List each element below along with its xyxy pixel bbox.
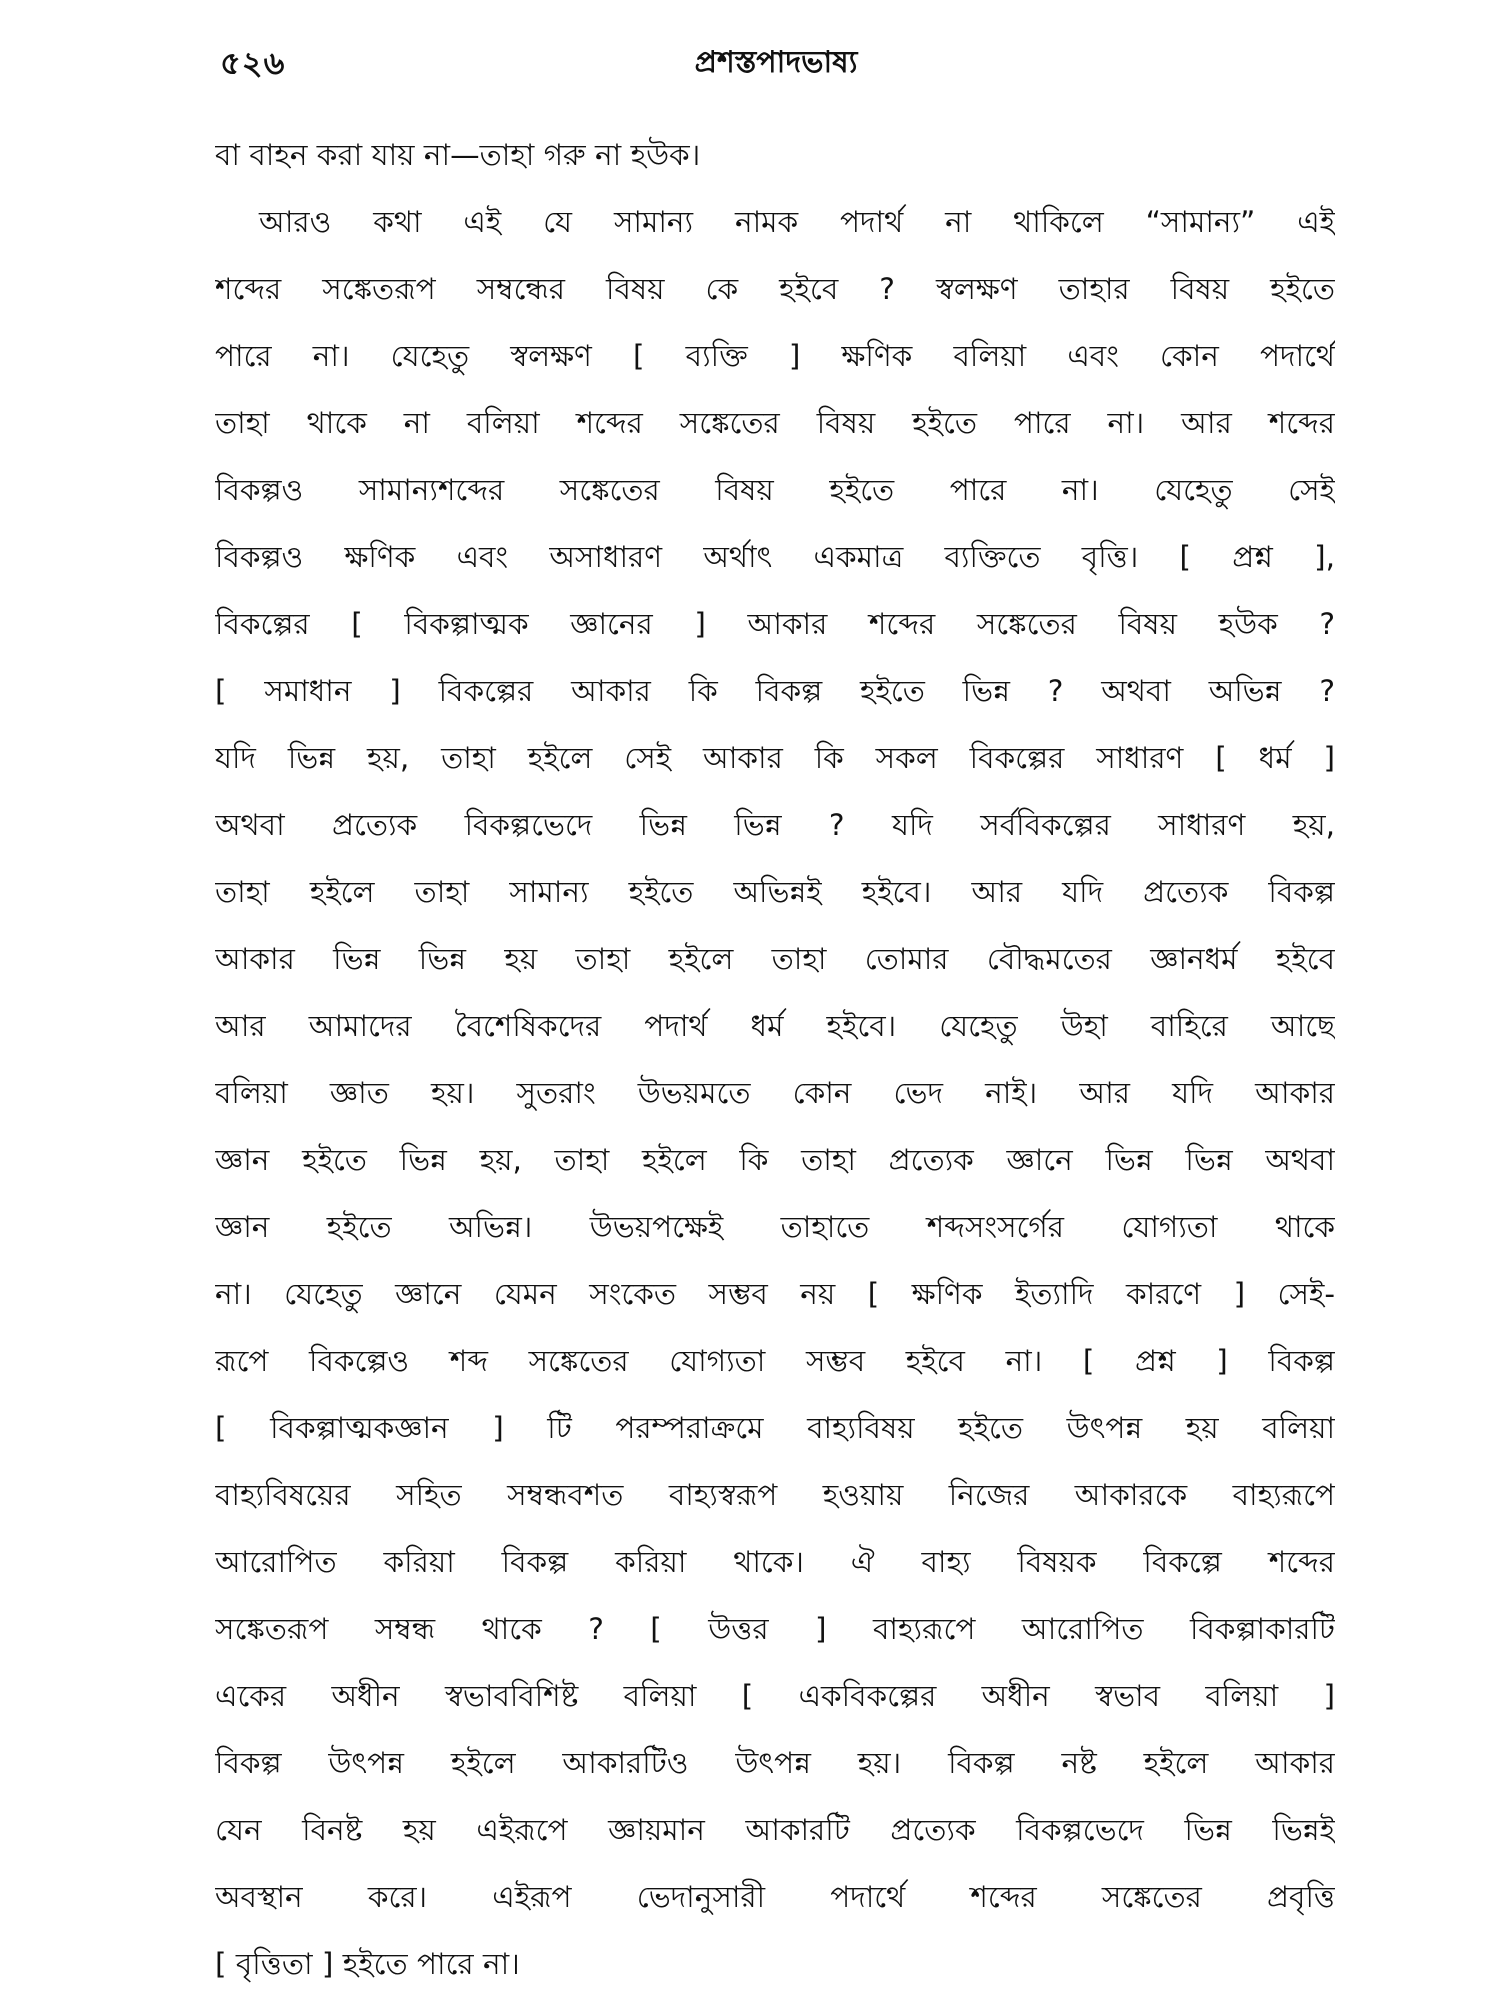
text-line: তাহা থাকে না বলিয়া শব্দের সঙ্কেতের বিষয় হইতে পারে না। আর শব্দের <box>215 406 1335 440</box>
page-number: ৫২৬ <box>220 44 286 82</box>
text-line: যেন বিনষ্ট হয় এইরূপে জ্ঞায়মান আকারটি প্রত্যেক বিকল্পভেদে ভিন্ন ভিন্নই <box>215 1813 1335 1847</box>
text-line: [ বিকল্পাত্মকজ্ঞান ] টি পরম্পরাক্রমে বাহ্যবিষয় হইতে উৎপন্ন হয় বলিয়া <box>215 1411 1335 1445</box>
text-line: আরও কথা এই যে সামান্য নামক পদার্থ না থাকিলে “সামান্য” এই <box>259 205 1335 239</box>
text-line: বাহ্যবিষয়ের সহিত সম্বন্ধবশত বাহ্যস্বরূপ হওয়ায় নিজের আকারকে বাহ্যরূপে <box>215 1478 1335 1512</box>
text-line: তাহা হইলে তাহা সামান্য হইতে অভিন্নই হইবে। আর যদি প্রত্যেক বিকল্প <box>215 875 1335 909</box>
page-header <box>220 38 1332 88</box>
text-line: যদি ভিন্ন হয়, তাহা হইলে সেই আকার কি সকল বিকল্পের সাধারণ [ ধর্ম ] <box>215 741 1335 775</box>
text-line: বা বাহন করা যায় না—তাহা গরু না হউক। <box>215 138 701 172</box>
text-line: বিকল্পের [ বিকল্পাত্মক জ্ঞানের ] আকার শব্দের সঙ্কেতের বিষয় হউক ? <box>215 607 1335 641</box>
text-line: জ্ঞান হইতে ভিন্ন হয়, তাহা হইলে কি তাহা প্রত্যেক জ্ঞানে ভিন্ন ভিন্ন অথবা <box>215 1143 1335 1177</box>
text-line: রূপে বিকল্পেও শব্দ সঙ্কেতের যোগ্যতা সম্ভব হইবে না। [ প্রশ্ন ] বিকল্প <box>215 1344 1335 1378</box>
text-line: শব্দের সঙ্কেতরূপ সম্বন্ধের বিষয় কে হইবে ? স্বলক্ষণ তাহার বিষয় হইতে <box>215 272 1335 306</box>
text-line: একের অধীন স্বভাববিশিষ্ট বলিয়া [ একবিকল্পের অধীন স্বভাব বলিয়া ] <box>215 1679 1335 1713</box>
text-line: না। যেহেতু জ্ঞানে যেমন সংকেত সম্ভব নয় [ ক্ষণিক ইত্যাদি কারণে ] সেই- <box>215 1277 1335 1311</box>
text-line: বলিয়া জ্ঞাত হয়। সুতরাং উভয়মতে কোন ভেদ নাই। আর যদি আকার <box>215 1076 1335 1110</box>
text-line: আকার ভিন্ন ভিন্ন হয় তাহা হইলে তাহা তোমার বৌদ্ধমতের জ্ঞানধর্ম হইবে <box>215 942 1335 976</box>
text-line: বিকল্পও ক্ষণিক এবং অসাধারণ অর্থাৎ একমাত্র ব্যক্তিতে বৃত্তি। [ প্রশ্ন ], <box>215 540 1335 574</box>
text-line: অবস্থান করে। এইরূপ ভেদানুসারী পদার্থে শব্দের সঙ্কেতের প্রবৃত্তি <box>215 1880 1335 1914</box>
text-line: পারে না। যেহেতু স্বলক্ষণ [ ব্যক্তি ] ক্ষণিক বলিয়া এবং কোন পদার্থে <box>215 339 1335 373</box>
body-text <box>215 122 1335 1998</box>
text-line: আর আমাদের বৈশেষিকদের পদার্থ ধর্ম হইবে। যেহেতু উহা বাহিরে আছে <box>215 1009 1335 1043</box>
text-line: বিকল্পও সামান্যশব্দের সঙ্কেতের বিষয় হইতে পারে না। যেহেতু সেই <box>215 473 1335 507</box>
text-line: [ বৃত্তিতা ] হইতে পারে না। <box>215 1947 520 1981</box>
text-line: আরোপিত করিয়া বিকল্প করিয়া থাকে। ঐ বাহ্য বিষয়ক বিকল্পে শব্দের <box>215 1545 1335 1579</box>
text-line: জ্ঞান হইতে অভিন্ন। উভয়পক্ষেই তাহাতে শব্দসংসর্গের যোগ্যতা থাকে <box>215 1210 1335 1244</box>
text-line: সঙ্কেতরূপ সম্বন্ধ থাকে ? [ উত্তর ] বাহ্যরূপে আরোপিত বিকল্পাকারটি <box>215 1612 1335 1646</box>
text-line: [ সমাধান ] বিকল্পের আকার কি বিকল্প হইতে ভিন্ন ? অথবা অভিন্ন ? <box>215 674 1335 708</box>
text-line: বিকল্প উৎপন্ন হইলে আকারটিও উৎপন্ন হয়। বিকল্প নষ্ট হইলে আকার <box>215 1746 1335 1780</box>
running-title: প্রশস্তপাদভাষ্য <box>694 45 858 80</box>
text-line: অথবা প্রত্যেক বিকল্পভেদে ভিন্ন ভিন্ন ? যদি সর্ববিকল্পের সাধারণ হয়, <box>215 808 1335 842</box>
